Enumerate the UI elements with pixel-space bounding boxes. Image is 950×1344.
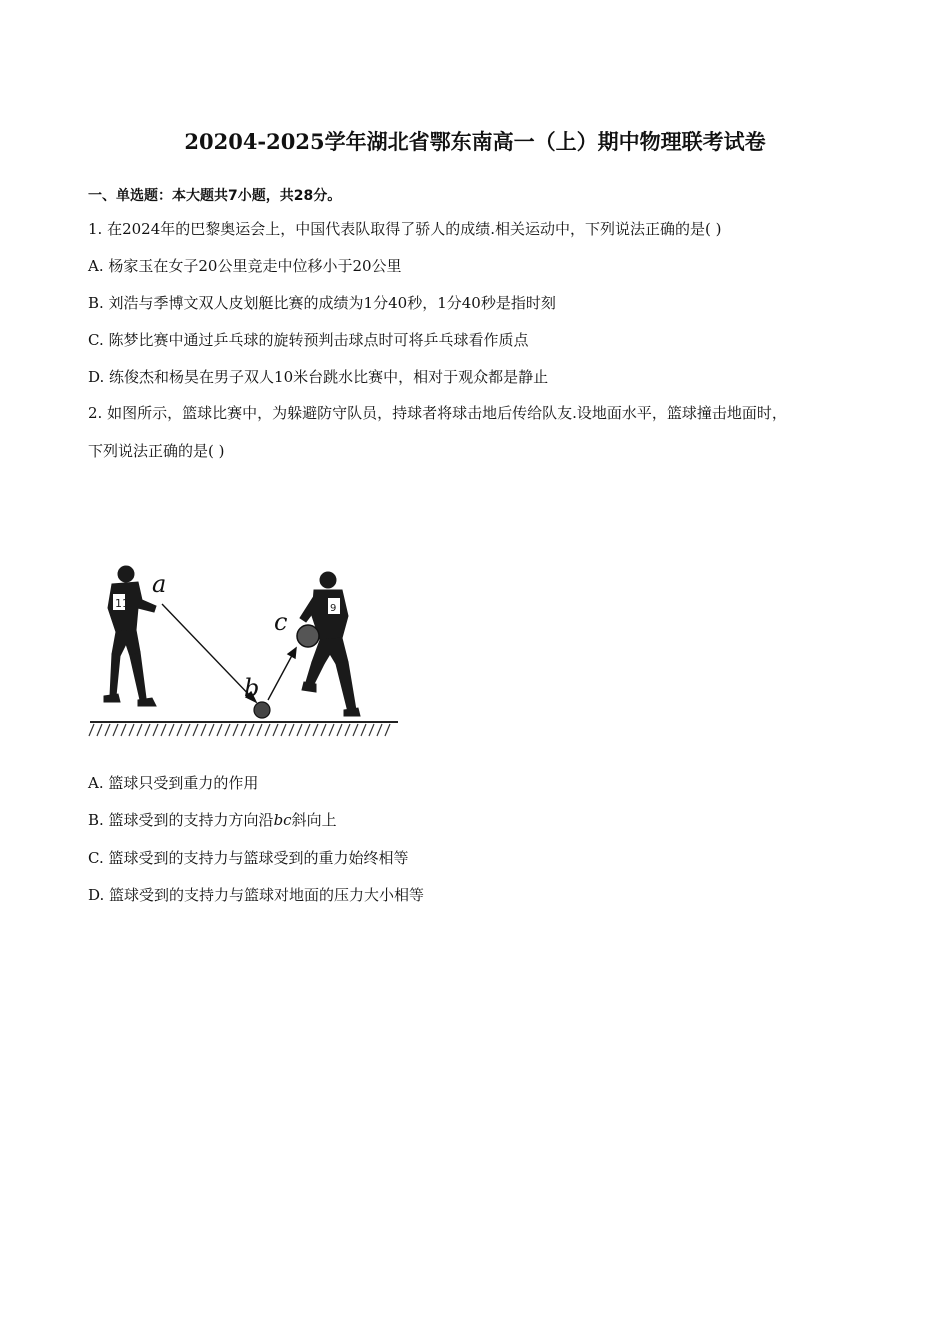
passing-player: [104, 566, 156, 706]
question-1-option-c: C. 陈梦比赛中通过乒乓球的旋转预判击球点时可将乒乓球看作质点: [88, 331, 529, 349]
label-c: c: [274, 608, 288, 636]
svg-text:9: 9: [330, 603, 337, 614]
question-2-option-c: C. 篮球受到的支持力与篮球受到的重力始终相等: [88, 849, 409, 867]
page-title: 20204-2025学年湖北省鄂东南高一（上）期中物理联考试卷: [184, 129, 766, 154]
svg-text:11: 11: [115, 597, 129, 610]
label-b: b: [244, 674, 260, 702]
question-2-option-a: A. 篮球只受到重力的作用: [88, 774, 259, 792]
question-1-option-a: A. 杨家玉在女子20公里竞走中位移小于20公里: [88, 257, 402, 275]
basketball-bounce-pass-figure: [86, 560, 402, 746]
option-b-suffix: 斜向上: [291, 811, 337, 829]
option-b-variable: bc: [273, 811, 292, 829]
question-2-stem-line-2: 下列说法正确的是( ): [88, 442, 225, 460]
section-heading: 一、单选题：本大题共7小题，共28分。: [88, 188, 342, 204]
question-2-option-d: D. 篮球受到的支持力与篮球对地面的压力大小相等: [88, 886, 425, 904]
label-a: a: [152, 570, 167, 598]
question-1-stem: 1. 在2024年的巴黎奥运会上，中国代表队取得了骄人的成绩.相关运动中，下列说法正确的是( ): [88, 220, 722, 238]
question-2-stem-line-1: 2. 如图所示，篮球比赛中，为躲避防守队员，持球者将球击地后传给队友.设地面水平，篮球撞击地面时，: [88, 404, 787, 422]
held-basketball: [297, 625, 319, 647]
question-1-option-d: D. 练俊杰和杨昊在男子双人10米台跳水比赛中，相对于观众都是静止: [88, 368, 549, 386]
bounce-basketball: [254, 702, 270, 718]
question-1-option-b: B. 刘浩与季博文双人皮划艇比赛的成绩为1分40秒，1分40秒是指时刻: [88, 294, 556, 312]
ground-hatching: [89, 722, 398, 736]
option-b-prefix: B. 篮球受到的支持力方向沿: [88, 811, 274, 829]
question-2-option-b: [88, 809, 337, 830]
